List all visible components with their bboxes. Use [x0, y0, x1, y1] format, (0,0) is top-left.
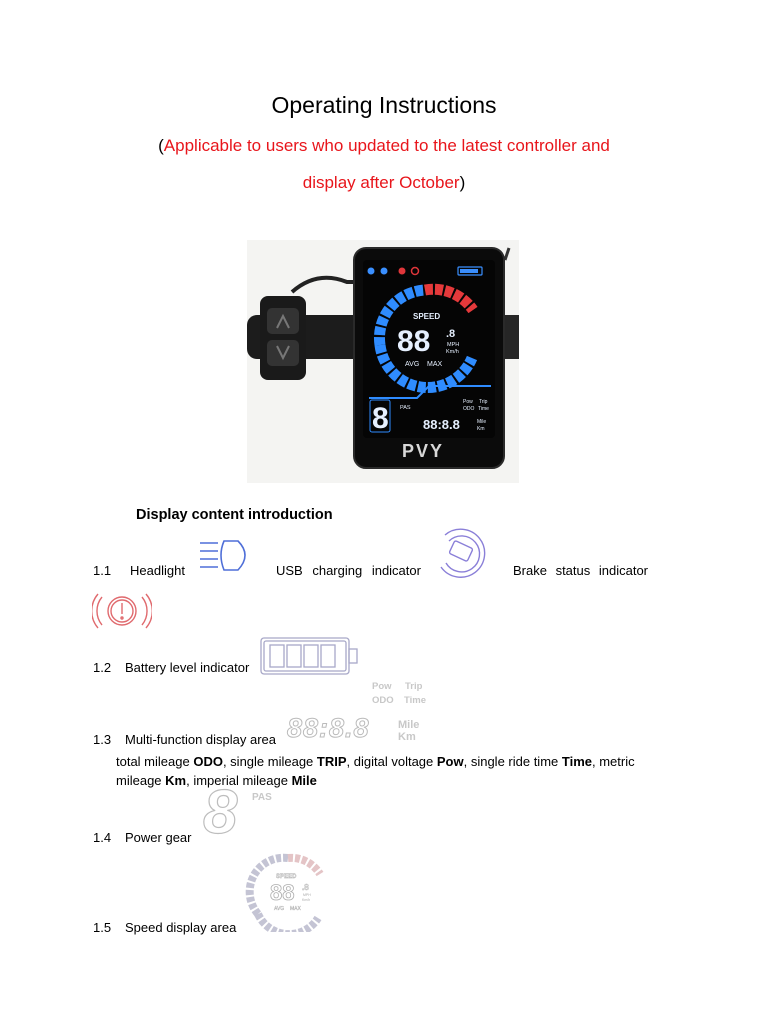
display-photo-art	[247, 240, 519, 483]
screen-speed-decimal: .8	[446, 328, 456, 340]
display-photo	[247, 240, 519, 483]
multifunction-digits: 88:8.8	[287, 713, 370, 743]
screen-multi-digits: 88:8.8	[423, 417, 460, 432]
item-1-4-number: 1.4	[93, 830, 112, 845]
desc-pow: Pow	[436, 754, 464, 769]
battery-label: Battery level indicator	[125, 660, 250, 675]
speed-icon-avg: AVG	[274, 906, 285, 912]
page-title: Operating Instructions	[271, 92, 497, 118]
desc-trip: TRIP	[316, 754, 347, 769]
battery-icon	[260, 637, 360, 675]
screen-kmh: Km/h	[446, 349, 459, 355]
brake-icon	[92, 588, 152, 634]
screen-avg: AVG	[405, 361, 420, 368]
desc-text: total mileage	[116, 754, 194, 769]
screen-mph: MPH	[447, 342, 460, 348]
ghost-odo: ODO	[372, 695, 394, 706]
speed-icon-kmh: Km/h	[302, 898, 311, 902]
usb-label: USB charging indicator	[276, 563, 421, 578]
cable-2	[505, 248, 509, 260]
cable	[292, 278, 359, 292]
item-1-5-number: 1.5	[93, 920, 112, 935]
desc-km: Km	[165, 773, 187, 788]
screen-odo: ODO	[463, 406, 475, 412]
speed-icon-label: SPEED	[276, 874, 297, 880]
screen-speed-label: SPEED	[413, 312, 441, 321]
speed-icon-digits: 88	[270, 880, 295, 905]
item-1-2-number: 1.2	[93, 660, 112, 675]
speed-display-icon	[244, 852, 330, 932]
subtitle-text-2: display after October	[302, 173, 460, 192]
battery-mini-fill	[460, 269, 478, 273]
subtitle-text-1: Applicable to users who updated to the latest controller and	[163, 136, 610, 155]
screen-pow: Pow	[463, 399, 473, 405]
screen-trip: Trip	[479, 399, 488, 405]
screen-gear-digit: 8	[372, 402, 389, 435]
desc-odo: ODO	[193, 754, 223, 769]
speed-icon-mph: MPH	[303, 893, 311, 897]
headlight-label: Headlight	[130, 563, 185, 578]
desc-mile: Mile	[291, 773, 317, 788]
section-heading: Display content introduction	[136, 507, 333, 523]
desc-text: , single ride time	[463, 754, 562, 769]
screen-pas: PAS	[400, 405, 411, 411]
screen-mile: Mile	[477, 419, 487, 425]
pod-button-down	[267, 340, 299, 366]
screen-speed-digits: 88	[397, 325, 431, 358]
screen-time: Time	[478, 406, 489, 412]
brand-logo: PVY	[402, 441, 445, 461]
ghost-km: Km	[398, 731, 416, 743]
pod-button-up	[267, 308, 299, 334]
ghost-mile: Mile	[398, 719, 420, 731]
desc-text: , digital voltage	[346, 754, 437, 769]
screen-km: Km	[477, 426, 485, 432]
multifunction-label: Multi-function display area	[125, 732, 277, 747]
headlight-icon	[198, 539, 254, 573]
desc-text: , imperial mileage	[186, 773, 292, 788]
power-gear-label: Power gear	[125, 830, 192, 845]
speed-display-label: Speed display area	[125, 920, 237, 935]
speed-icon-decimal: .8	[302, 883, 309, 892]
subtitle-line-2	[0, 173, 768, 193]
subtitle-line-1	[0, 136, 768, 156]
subtitle-open-paren: (	[158, 136, 164, 155]
item-1-1-number: 1.1	[93, 563, 112, 578]
desc-text: , single mileage	[222, 754, 317, 769]
ghost-trip: Trip	[405, 681, 423, 692]
brake-label: Brake status indicator	[513, 563, 649, 578]
desc-time: Time	[561, 754, 592, 769]
power-gear-digit: 8	[203, 778, 238, 847]
desc-text: mileage	[116, 773, 166, 788]
brake-mini-icon	[399, 268, 406, 275]
headlight-mini-icon	[368, 268, 375, 275]
usb-mini-icon	[381, 268, 388, 275]
ghost-pow: Pow	[372, 681, 392, 692]
desc-text: , metric	[591, 754, 635, 769]
speed-icon-max: MAX	[290, 906, 301, 912]
subtitle-close-paren: )	[459, 173, 466, 192]
multifunction-desc-line-1	[116, 754, 635, 769]
ghost-time: Time	[404, 695, 427, 706]
item-1-3-number: 1.3	[93, 732, 112, 747]
ghost-pas: PAS	[252, 792, 272, 803]
screen-max: MAX	[427, 361, 443, 368]
usb-icon	[433, 527, 491, 579]
